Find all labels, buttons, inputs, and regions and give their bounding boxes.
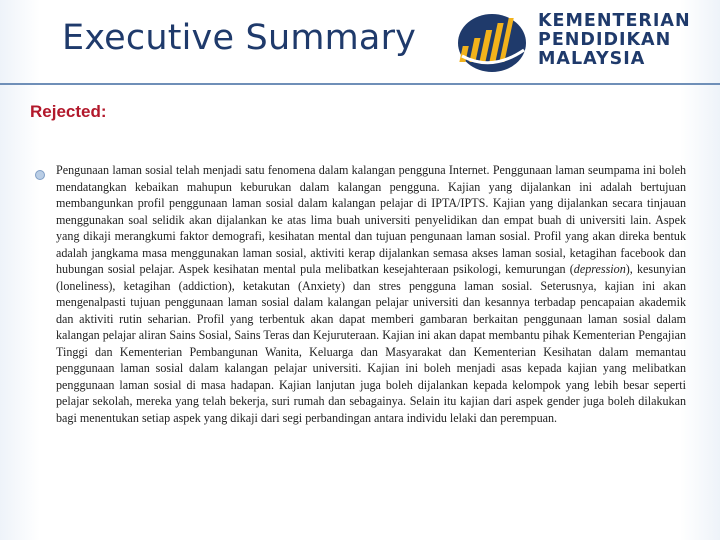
paragraph-italic-term: depression: [573, 262, 626, 276]
paragraph-text-1: Pengunaan laman sosial telah menjadi satu fenomena dalam kalangan pengguna Internet. Penggunaan laman seumpama ini boleh mendatangkan kebaikan mahupun keburukan dalam kalangan pengguna. Kajian yang dijalankan ini adalah bertujuan membangunkan profil penggunaan laman sosial dalam kalangan pelajar di IPTA/IPTS. Kajian yang dijalankan secara tinjauan menggunakan soal selidik akan dijalankan ke atas lima buah universiti penyelidikan dan empat buah di universiti lain. Aspek yang dikaji merangkumi faktor demografi, kesihatan mental dan tujuan pengunaan laman sosial. Profil yang akan direka bentuk adalah jangkama masa menggunakan laman sosial, aktiviti kerap dijalankan semasa akses laman sosial, ketagihan facebook dan hubungan sosial pelajar. Aspek kesihatan mental pula melibatkan kesejahteraan psikologi, kemurungan (: [56, 163, 686, 276]
logo-line-3: MALAYSIA: [538, 49, 646, 69]
ministry-logo: [452, 8, 716, 78]
logo-line-2: PENDIDIKAN: [538, 30, 672, 50]
logo-wordmark: [538, 12, 691, 69]
paragraph-text-2: ), kesunyian (loneliness), ketagihan (addiction), ketakutan (Anxiety) dan stres pengguna laman sosial. Seterusnya, kajian ini akan mengenalpasti tujuan penggunaan laman sosial dalam kalangan pelajar universiti dan kesannya terbadap pencapaian akademik dan aktiviti rutin seharian. Profil yang terbentuk akan dapat memberi gambaran berkaitan penggunaan laman sosial dalam kalangan pelajar aliran Sains Sosial, Sains Teras dan Kejuruteraan. Kajian ini akan dapat membantu pihak Kementerian Pengajian Tinggi dan Kementerian Pembangunan Wanita, Keluarga dan Masyarakat dan Kementerian Kesihatan dalam memantau penggunaan laman sosial dalam kalangan pelajar universiti. Kajian ini boleh menjadi asas kepada kajian yang melibatkan penggunaan laman sosial di masa hadapan. Kajian lanjutan juga boleh dijalankan kepada kelompok yang lebih besar seperti pelajar sekolah, mereka yang telah bekerja, suri rumah dan sebagainya. Selain itu kajian dari aspek gender juga boleh dilakukan bagi menentukan setiap aspek yang dikaji dari segi perbandingan antara individu lelaki dan perempuan.: [56, 262, 686, 425]
page-title: Executive Summary: [62, 18, 417, 58]
bullet-icon: [35, 170, 45, 180]
ministry-emblem-icon: [456, 12, 528, 74]
section-heading: Rejected:: [30, 102, 107, 121]
logo-line-1: KEMENTERIAN: [538, 11, 691, 31]
header-divider: [0, 83, 720, 85]
bullet-paragraph: [56, 162, 686, 426]
